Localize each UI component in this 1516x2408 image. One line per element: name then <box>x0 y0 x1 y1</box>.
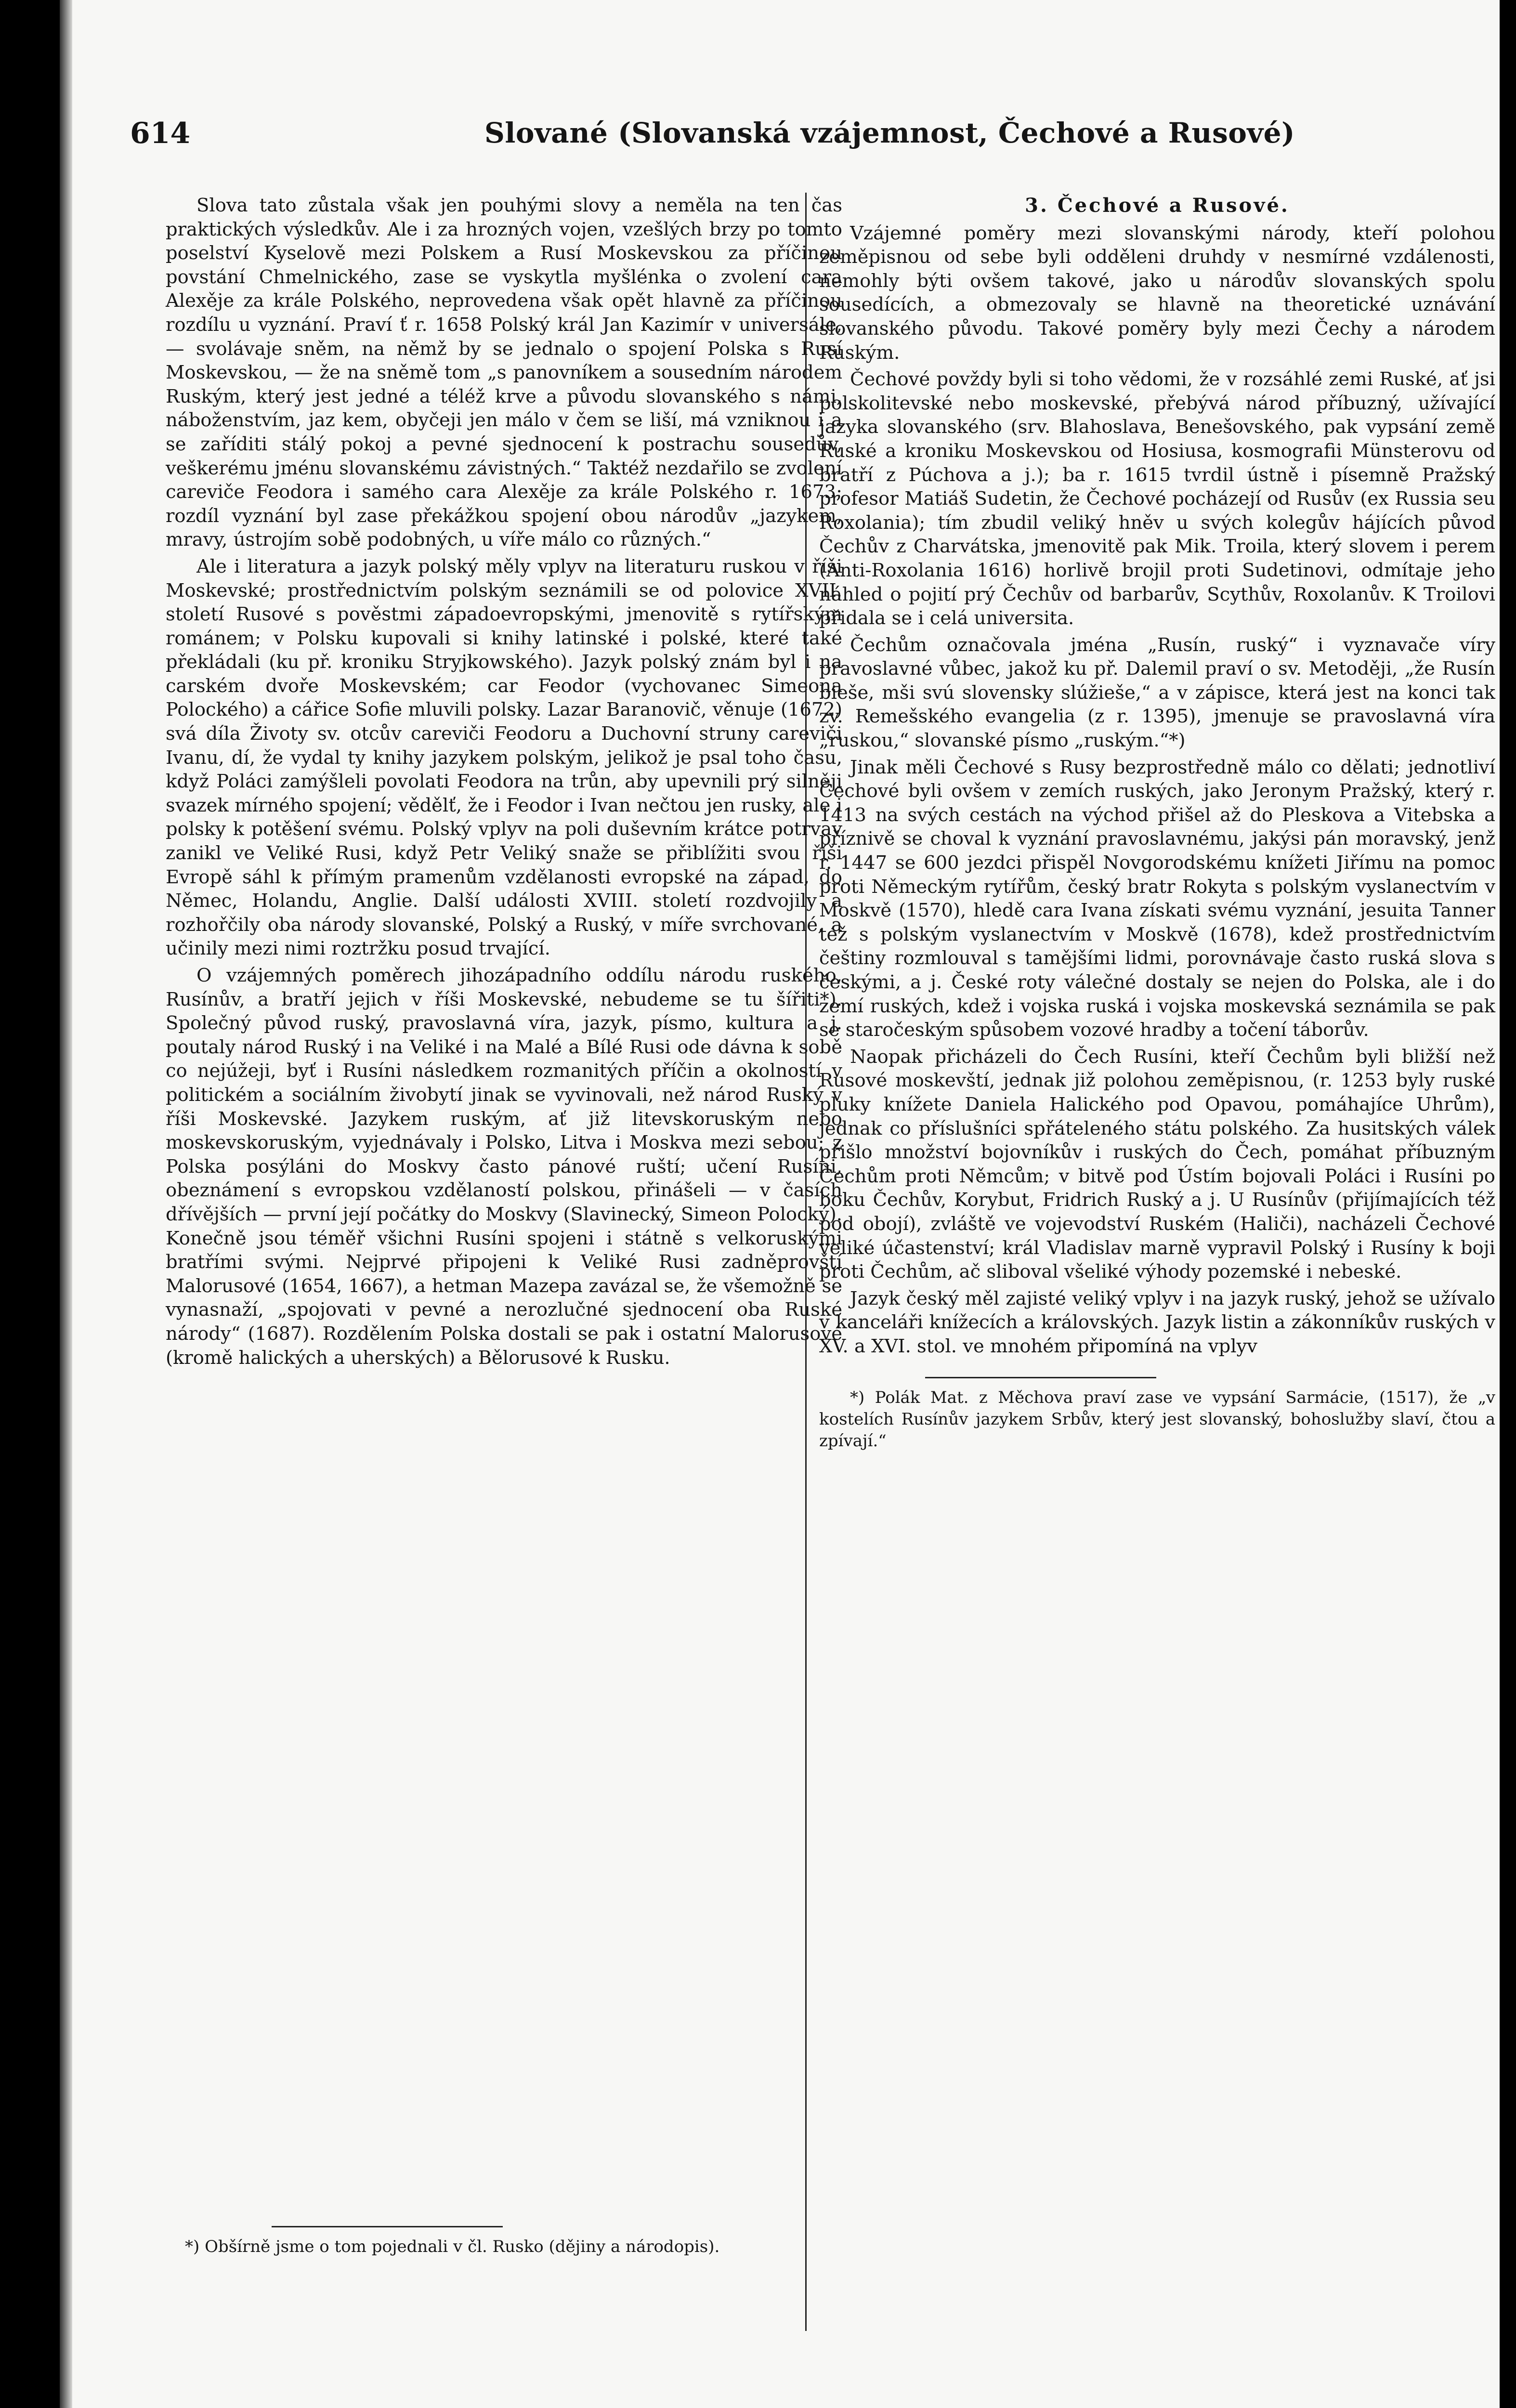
running-head: Slované (Slovanská vzájemnost, Čechové a Rusové) <box>484 117 1295 149</box>
footnote-rule <box>272 2226 503 2227</box>
paragraph: Jinak měli Čechové s Rusy bezprostředně málo co dělati; jednotliví Čechové byli ovšem v zemích ruských, jako Jeronym Pražský, který r. 1413 na svých cestách na východ přišel až do Pleskova a Vitebska a příznivě se choval k vyznání pravoslavnému, jakýsi pán moravský, jenž r. 1447 se 600 jezdci přispěl Novgorodskému knížeti Jiřímu na pomoc proti Německým rytířům, český bratr Rokyta s polským vyslanectvím v Moskvě (1570), hledě cara Ivana získati svému vyznání, jesuita Tanner též s polským vyslanectvím v Moskvě (1678), kdež prostřednictvím češtiny rozmlouval s tamějšími lidmi, porovnávaje často ruská slova s českými, a j. České roty válečné dostaly se nejen do Polska, ale i do zemí ruských, kdež i vojska ruská i vojska moskevská seznámila se pak se staročeským spůsobem vozové hradby a točení táborův. <box>819 756 1495 1041</box>
paragraph: Vzájemné poměry mezi slovanskými národy, kteří polohou zeměpisnou od sebe byli odděleni druhdy v nesmírné vzdálenosti, nemohly býti ovšem takové, jako u národův slovanských spolu sousedících, a obmezovaly se hlavně na theoretické uznávání slovanského původu. Takové poměry byly mezi Čechy a národem Ruským. <box>819 222 1495 364</box>
left-column <box>166 194 842 1370</box>
footnote-rule <box>925 1377 1156 1378</box>
paragraph: Ale i literatura a jazyk polský měly vplyv na literaturu ruskou v říši Moskevské; prostřednictvím polským seznámili se od polovice XVII. století Rusové s pověstmi západoevropskými, jmenovitě s rytířským románem; v Polsku kupovali si knihy latinské i polské, které také překládali (ku př. kroniku Stryjkowského). Jazyk polský znám byl i na carském dvoře Moskevském; car Feodor (vychovanec Simeona Polockého) a cářice Sofie mluvili polsky. Lazar Baranovič, věnuje (1672) svá díla Životy sv. otcův careviči Feodoru a Duchovní struny careviči Ivanu, dí, že vydal ty knihy jazykem polským, jelikož je psal toho času, když Poláci zamýšleli povolati Feodora na trůn, aby upevnili prý silněji svazek mírného spojení; vědělť, že i Feodor i Ivan nečtou jen rusky, ale i polsky k potěšení svému. Polský vplyv na poli duševním krátce potrvav zanikl ve Veliké Rusi, když Petr Veliký snaže se přiblížiti svou říši Evropě sáhl k přímým pramenům vzdělanosti evropské na západ, do Němec, Holandu, Anglie. Další události XVIII. století rozdvojily a rozhořčily oba národy slovanské, Polský a Ruský, v míře svrchované, a učinily mezi nimi roztržku posud trvající. <box>166 555 842 960</box>
section-title: 3. Čechové a Rusové. <box>1025 194 1290 217</box>
paragraph: Jazyk český měl zajisté veliký vplyv i na jazyk ruský, jehož se užívalo v kanceláři knížecích a královských. Jazyk listin a zákonníkův ruských v XV. a XVI. stol. ve mnohém připomíná na vplyv <box>819 1287 1495 1357</box>
paragraph: Slova tato zůstala však jen pouhými slovy a neměla na ten čas praktických výsledkův. Ale i za hrozných vojen, vzešlých brzy po tomto poselství Kyselově mezi Polskem a Rusí Moskevskou za příčinou povstání Chmelnického, zase se vyskytla myšlénka o zvolení cara Alexěje za krále Polského, neprovedena však opět hlavně za příčinou rozdílu u vyznání. Praví ť r. 1658 Polský král Jan Kazimír v universále, — svolávaje sněm, na němž by se jednalo o spojení Polska s Rusí Moskevskou, — že na sněmě tom „s panovníkem a sousedním národem Ruským, který jest jedné a téléž krve a původu slovanského s námi, náboženstvím, jaz kem, obyčeji jen málo v čem se liší, má vzniknou i a se zaříditi stálý pokoj a pevné sjednocení k postrachu sousedův, veškerému jménu slovanskému závistných.“ Taktéž nezdařilo se zvolení careviče Feodora i samého cara Alexěje za krále Polského r. 1673; rozdíl vyznání byl zase překážkou spojení obou národův „jazykem, mravy, ústrojím sobě podobných, u víře málo co různých.“ <box>166 195 842 551</box>
page-number: 614 <box>130 117 191 150</box>
paragraph: Naopak přicházeli do Čech Rusíni, kteří Čechům byli bližší než Rusové moskevští, jednak již polohou zeměpisnou, (r. 1253 byly ruské pluky knížete Daniela Halického pod Opavou, pomáhajíce Uhrům), jednak co příslušníci spřáteleného státu polského. Za husitských válek přišlo množství bojovníkův i ruských do Čech, pomáhat příbuzným Čechům proti Němcům; v bitvě pod Ústím bojovali Poláci i Rusíni po boku Čechův, Korybut, Fridrich Ruský a j. U Rusínův (přijímajících též pod obojí), zvláště ve vojevodství Ruském (Haliči), nacházeli Čechové veliké účastenství; král Vladislav marně vypravil Polský i Rusíny k boji proti Čechům, ač sliboval všeliké výhody pozemské i nebeské. <box>819 1046 1495 1283</box>
right-column <box>819 194 1495 1452</box>
paragraph: Čechům označovala jména „Rusín, ruský“ i vyznavače víry pravoslavné vůbec, jakož ku př. Dalemil praví o sv. Metoději, „že Rusín bieše, mši svú slovensky slúžieše,“ a v zápisce, která jest na konci tak zv. Remešského evangelia (z r. 1395), jmenuje se pravoslavná víra „ruskou,“ slovanské písmo „ruským.“*) <box>819 634 1495 752</box>
paragraph: O vzájemných poměrech jihozápadního oddílu národu ruského, Rusínův, a bratří jejich v říši Moskevské, nebudeme se tu šířiti*). Společný původ ruský, pravoslavná víra, jazyk, písmo, kultura a j. poutaly národ Ruský i na Veliké i na Malé a Bílé Rusi ode dávna k sobě co nejúžeji, byť i Rusíni následkem rozmanitých příčin a okolností v politickém a sociálním živobytí jinak se vyvinovali, než národ Ruský v říši Moskevské. Jazykem ruským, ať již litevskoruským nebo moskevskoruským, vyjednávaly i Polsko, Litva i Moskva mezi sebou; z Polska posýláni do Moskvy často pánové ruští; učení Rusíni, obeznámení s evropskou vzdělaností polskou, přinášeli — v časích dřívějších — první její počátky do Moskvy (Slavinecký, Simeon Polocký). Konečně jsou téměř všichni Rusíni spojeni i státně s velkoruskými bratřími svými. Nejprvé připojeni k Veliké Rusi zadněprovští Malorusové (1654, 1667), a hetman Mazepa zavázal se, že všemožně se vynasnaží, „spojovati v pevné a nerozlučné sjednocení oba Ruské národy“ (1687). Rozdělením Polska dostali se pak i ostatní Malorusové (kromě halických a uherských) a Bělorusové k Rusku. <box>166 965 842 1369</box>
footnote: *) Obšírně jsme o tom pojednali v čl. Rusko (dějiny a národopis). <box>185 2237 720 2256</box>
page-header <box>130 117 1478 155</box>
footnote: *) Polák Mat. z Měchova praví zase ve vypsání Sarmácie, (1517), že „v kostelích Rusínův jazykem Srbův, který jest slovanský, bohoslužby slaví, čtou a zpívají.“ <box>819 1387 1495 1451</box>
paragraph: Čechové povždy byli si toho vědomi, že v rozsáhlé zemi Ruské, ať jsi polskolitevské nebo moskevské, přebývá národ příbuzný, užívající jazyka slovanského (srv. Blahoslava, Benešovského, pak vypsání země Ruské a kroniku Moskevskou od Hosiusa, kosmografii Münsterovu od bratří z Púchova a j.); ba r. 1615 tvrdil ústně i písemně Pražský profesor Matiáš Sudetin, že Čechové pocházejí od Rusův (ex Russia seu Roxolania); tím zbudil veliký hněv u svých kolegův hájících původ Čechův z Charvátska, jmenovitě pak Mik. Troila, který slovem i perem (Anti-Roxolania 1616) horlivě brojil proti Sudetinovi, odmítaje jeho náhled o pojití prý Čechův od barbarův, Scythův, Roxolanův. K Troilovi přidala se i celá universita. <box>819 368 1495 629</box>
page-sheet <box>60 0 1500 2408</box>
left-footnote-block <box>166 2226 842 2258</box>
page-edge-shadow <box>60 0 72 2408</box>
